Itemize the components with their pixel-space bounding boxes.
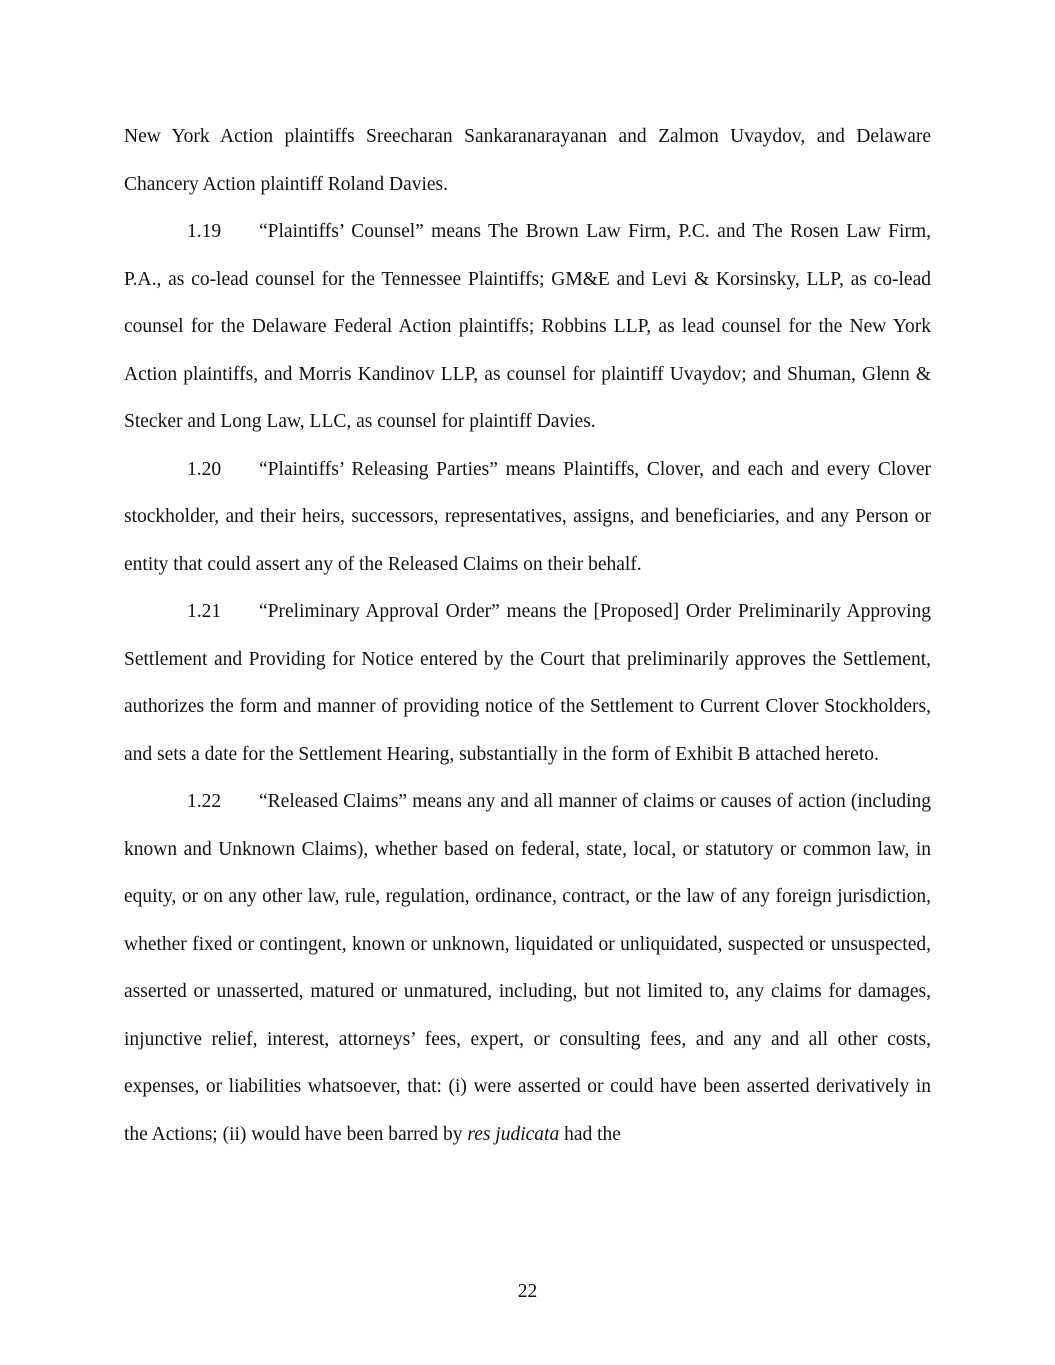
section-number: 1.20: [187, 458, 222, 480]
section-1-21: [124, 588, 931, 778]
continuation-paragraph: [124, 113, 931, 208]
page-number: 22: [517, 1281, 538, 1302]
section-text: “Plaintiffs’ Releasing Parties” means Plaintiffs, Clover, and each and every Clover stockholder, and their heirs, successors, representatives, assigns, and beneficiaries, and any Person or entity that could assert any of the Released Claims on their behalf.: [124, 458, 931, 575]
section-text-tail: had the: [559, 1123, 621, 1145]
section-number: 1.21: [187, 601, 222, 622]
document-body: [124, 113, 931, 1158]
section-text: “Plaintiffs’ Counsel” means The Brown Law Firm, P.C. and The Rosen Law Firm, P.A., as co-lead counsel for the Tennessee Plaintiffs; GM&E and Levi & Korsinsky, LLP, as co-lead counsel for the Delaware Federal Action plaintiffs; Robbins LLP, as lead counsel for the New York Action plaintiffs, and Morris Kandinov LLP, as counsel for plaintiff Uvaydov; and Shuman, Glenn & Stecker and Long Law, LLC, as counsel for plaintiff Davies.: [124, 221, 931, 432]
section-number: 1.19: [187, 221, 222, 242]
section-1-19: [124, 208, 931, 446]
section-number: 1.22: [187, 791, 222, 812]
italic-term: res judicata: [467, 1123, 560, 1145]
section-1-22: [124, 778, 931, 1158]
section-text: “Released Claims” means any and all manner of claims or causes of action (including known and Unknown Claims), whether based on federal, state, local, or statutory or common law, in equity, or on any other law, rule, regulation, ordinance, contract, or the law of any foreign jurisdiction, whether fixed or contingent, known or unknown, liquidated or unliquidated, suspected or unsuspected, asserted or unasserted, matured or unmatured, including, but not limited to, any claims for damages, injunctive relief, interest, attorneys’ fees, expert, or consulting fees, and any and all other costs, expenses, or liabilities whatsoever, that: (i) were asserted or could have been asserted derivatively in the Actions; (ii) would have been barred by: [124, 791, 931, 1145]
section-text: “Preliminary Approval Order” means the [Proposed] Order Preliminarily Approving Settlement and Providing for Notice entered by the Court that preliminarily approves the Settlement, authorizes the form and manner of providing notice of the Settlement to Current Clover Stockholders, and sets a date for the Settlement Hearing, substantially in the form of Exhibit B attached hereto.: [124, 601, 931, 765]
continuation-text: New York Action plaintiffs Sreecharan Sankaranarayanan and Zalmon Uvaydov, and Delaware Chancery Action plaintiff Roland Davies.: [124, 126, 931, 195]
section-1-20: [124, 446, 931, 589]
